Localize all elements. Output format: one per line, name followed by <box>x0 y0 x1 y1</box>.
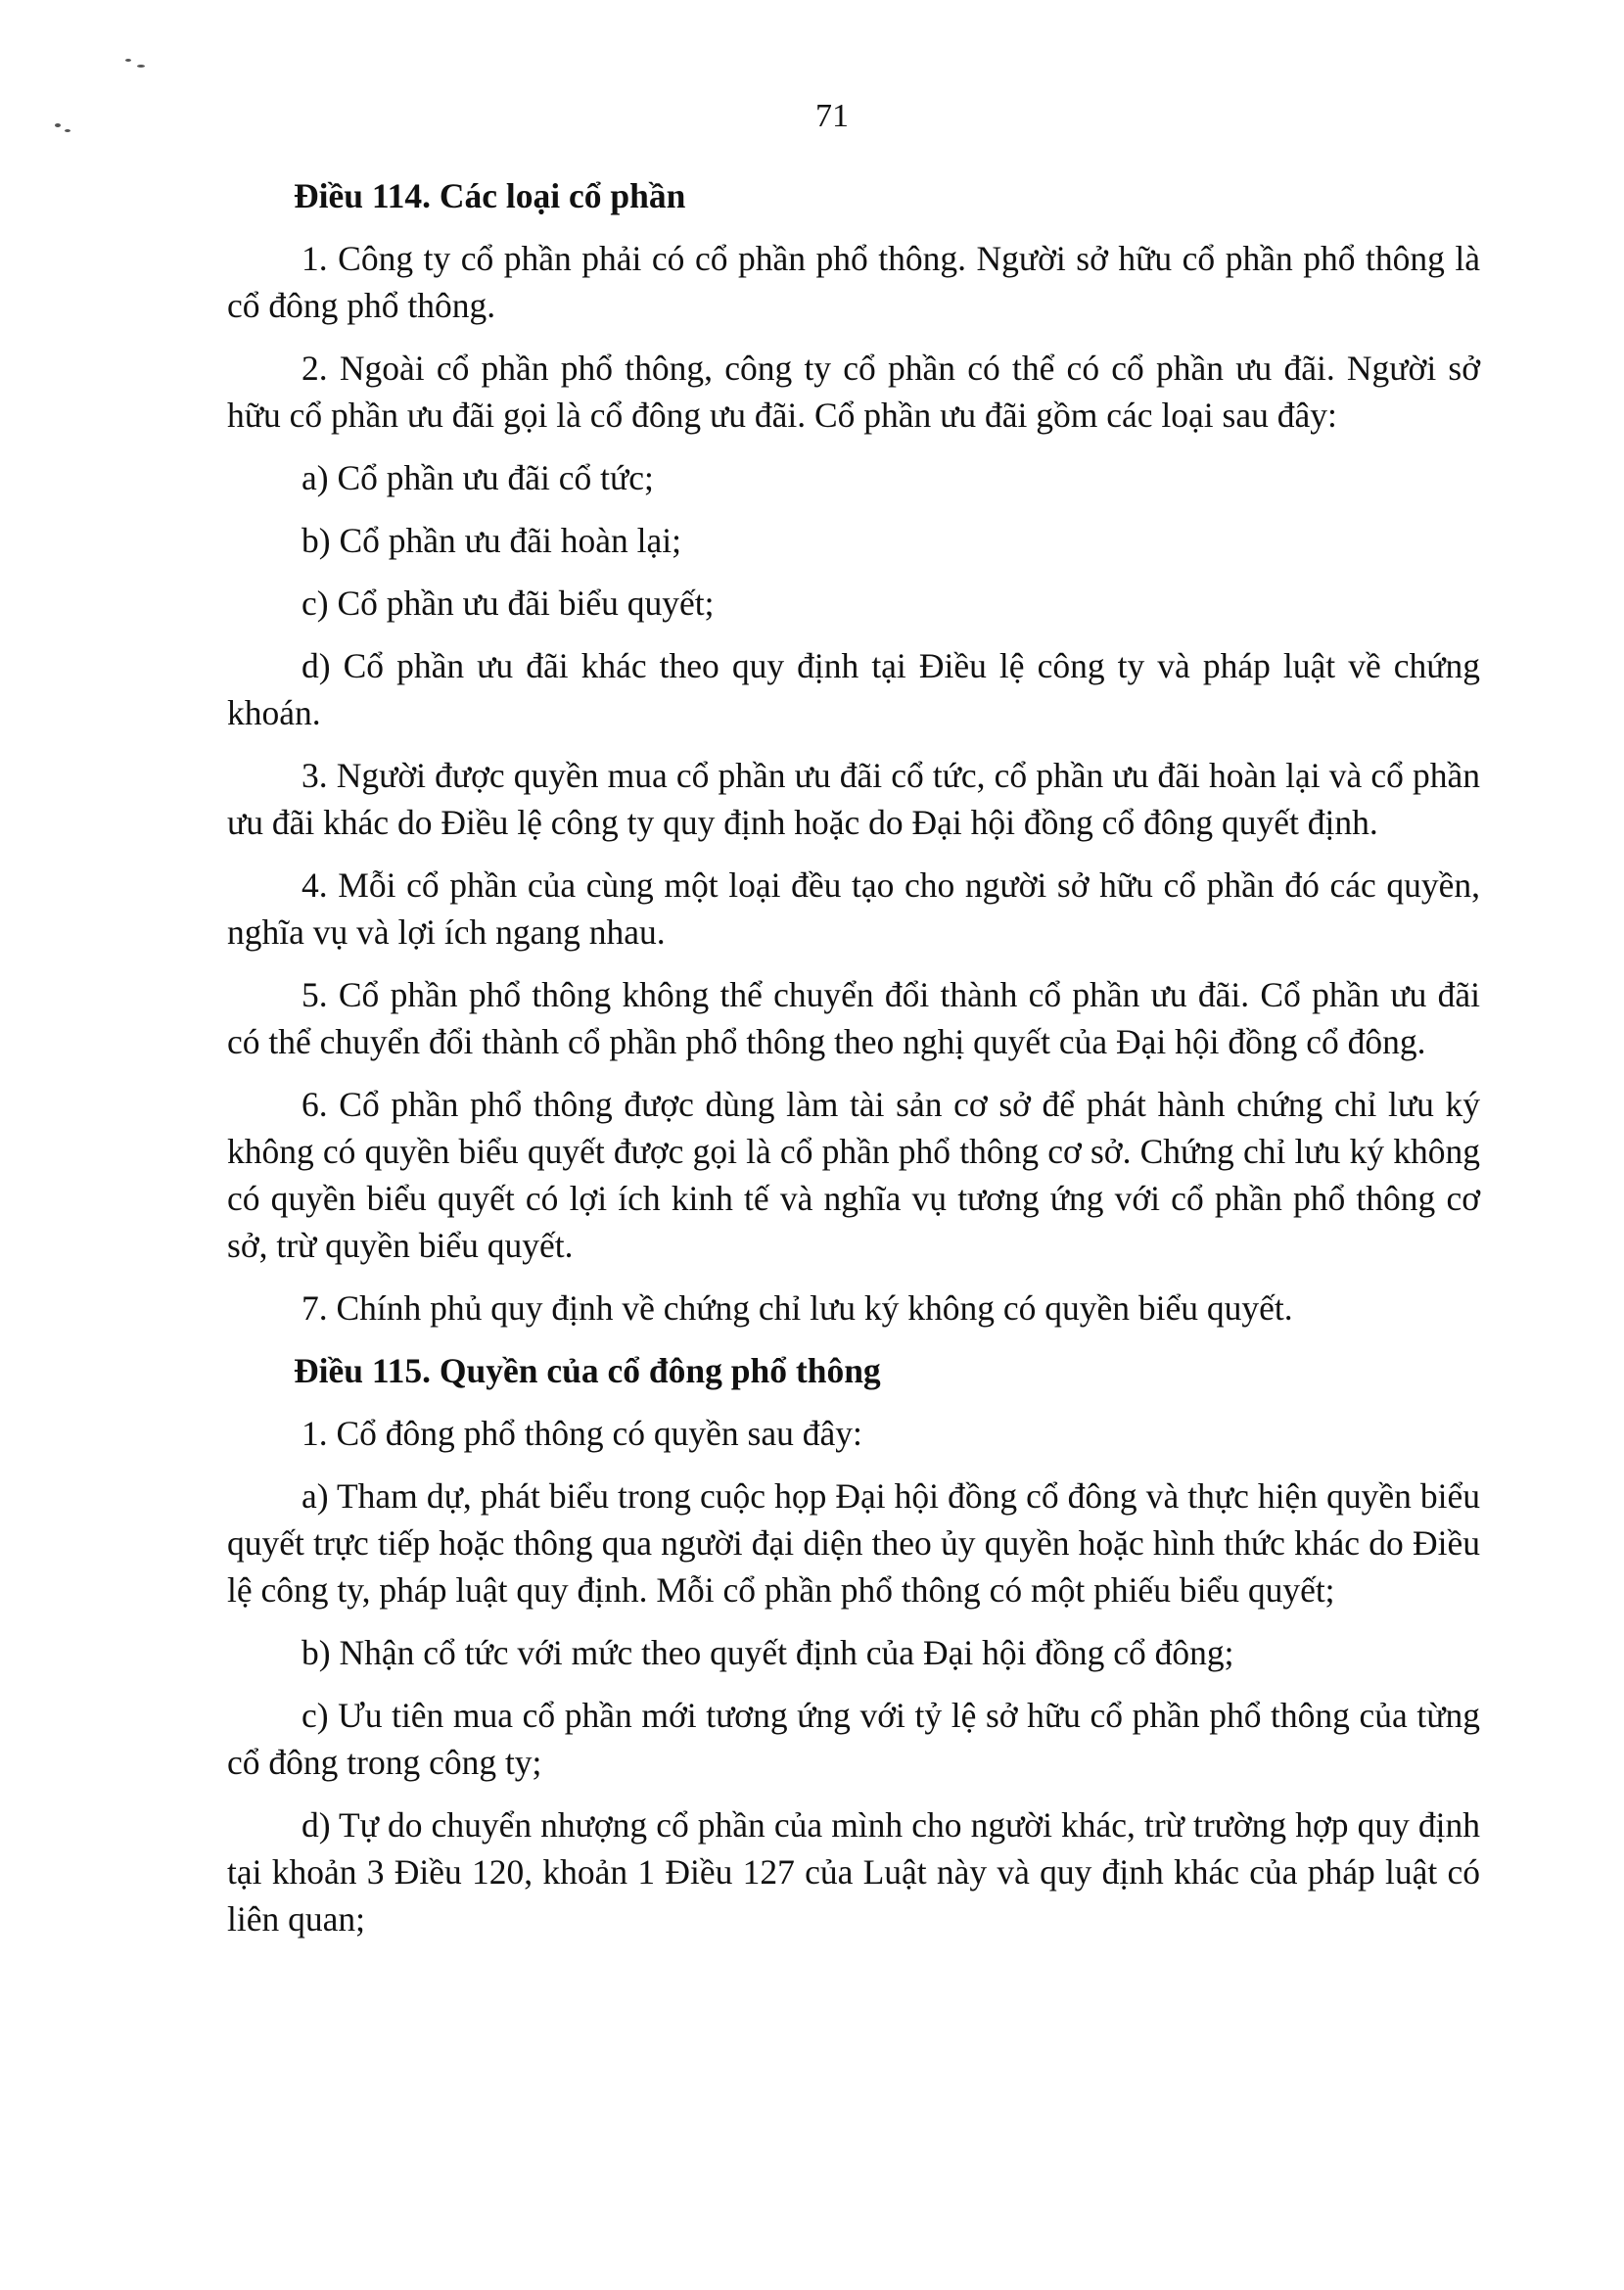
article-114-clause-4: 4. Mỗi cổ phần của cùng một loại đều tạo cho người sở hữu cổ phần đó các quyền, nghĩa vụ và lợi ích ngang nhau. <box>227 865 1480 952</box>
page-number: 71 <box>815 98 849 134</box>
article-114-clause-5: 5. Cổ phần phổ thông không thể chuyển đổi thành cổ phần ưu đãi. Cổ phần ưu đãi có thể chuyển đổi thành cổ phần phổ thông theo nghị quyết của Đại hội đồng cổ đông. <box>227 975 1480 1061</box>
article-114-title: Điều 114. Các loại cổ phần <box>294 176 686 215</box>
article-114-point-d: d) Cổ phần ưu đãi khác theo quy định tại Điều lệ công ty và pháp luật về chứng khoán. <box>227 646 1480 732</box>
article-114-clause-7: 7. Chính phủ quy định về chứng chỉ lưu ký không có quyền biểu quyết. <box>302 1288 1293 1328</box>
article-114-clause-1: 1. Công ty cổ phần phải có cổ phần phổ thông. Người sở hữu cổ phần phổ thông là cổ đông phổ thông. <box>227 239 1480 325</box>
document-body <box>227 172 1480 1958</box>
article-115-point-d: d) Tự do chuyển nhượng cổ phần của mình cho người khác, trừ trường hợp quy định tại khoản 3 Điều 120, khoản 1 Điều 127 của Luật này và quy định khác của pháp luật có liên quan; <box>227 1805 1480 1939</box>
article-114-point-a: a) Cổ phần ưu đãi cổ tức; <box>302 458 654 497</box>
article-115-clause-1: 1. Cổ đông phổ thông có quyền sau đây: <box>302 1414 862 1453</box>
article-115-point-b: b) Nhận cổ tức với mức theo quyết định của Đại hội đồng cổ đông; <box>302 1633 1234 1672</box>
article-114-point-c: c) Cổ phần ưu đãi biểu quyết; <box>302 584 715 623</box>
article-114-point-b: b) Cổ phần ưu đãi hoàn lại; <box>302 521 681 560</box>
article-114-clause-3: 3. Người được quyền mua cổ phần ưu đãi cổ tức, cổ phần ưu đãi hoàn lại và cổ phần ưu đãi khác do Điều lệ công ty quy định hoặc do Đại hội đồng cổ đông quyết định. <box>227 756 1480 842</box>
scan-speck <box>137 65 145 68</box>
article-115-title: Điều 115. Quyền của cổ đông phổ thông <box>294 1351 881 1390</box>
article-115-point-c: c) Ưu tiên mua cổ phần mới tương ứng với tỷ lệ sở hữu cổ phần phổ thông của từng cổ đông trong công ty; <box>227 1696 1480 1782</box>
scan-speck <box>125 59 131 62</box>
article-115-point-a: a) Tham dự, phát biểu trong cuộc họp Đại hội đồng cổ đông và thực hiện quyền biểu quyết trực tiếp hoặc thông qua người đại diện theo ủy quyền hoặc hình thức khác do Điều lệ công ty, pháp luật quy định. Mỗi cổ phần phổ thông có một phiếu biểu quyết; <box>227 1476 1480 1610</box>
article-114-clause-6: 6. Cổ phần phổ thông được dùng làm tài sản cơ sở để phát hành chứng chỉ lưu ký không có quyền biểu quyết được gọi là cổ phần phổ thông cơ sở. Chứng chỉ lưu ký không có quyền biểu quyết có lợi ích kinh tế và nghĩa vụ tương ứng với cổ phần phổ thông cơ sở, trừ quyền biểu quyết. <box>227 1085 1480 1265</box>
article-114-clause-2: 2. Ngoài cổ phần phổ thông, công ty cổ phần có thể có cổ phần ưu đãi. Người sở hữu cổ phần ưu đãi gọi là cổ đông ưu đãi. Cổ phần ưu đãi gồm các loại sau đây: <box>227 349 1480 435</box>
